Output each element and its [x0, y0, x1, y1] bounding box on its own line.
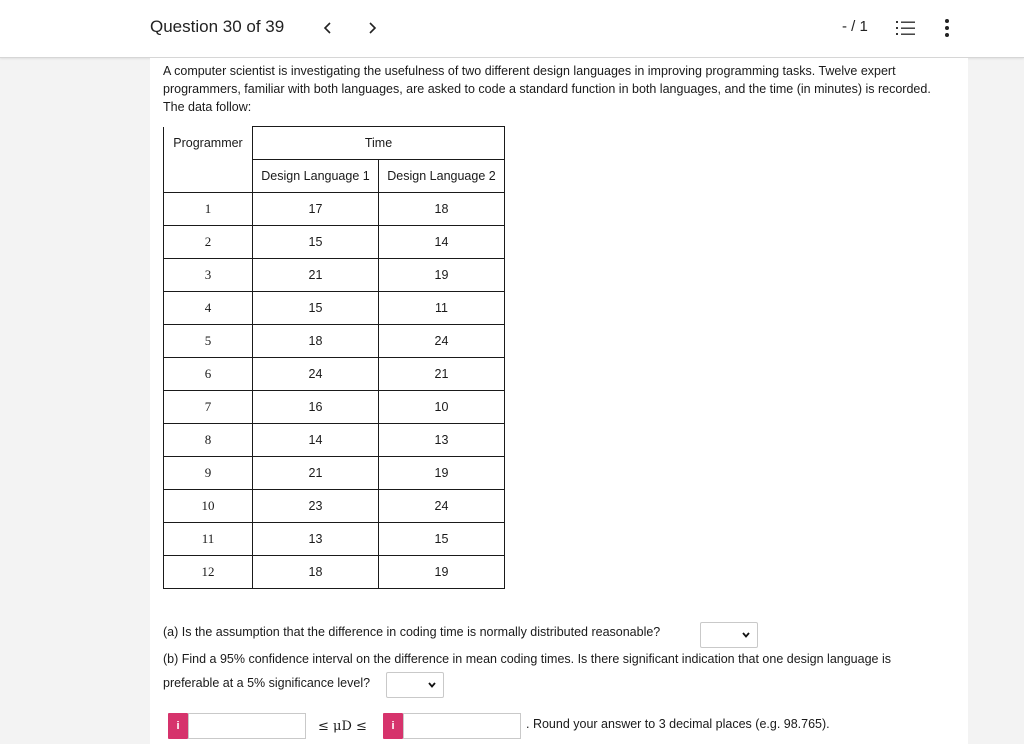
- table-body: [164, 193, 505, 589]
- cell-lang1: 18: [253, 556, 379, 589]
- cell-lang2: 14: [379, 226, 505, 259]
- more-options-button[interactable]: [938, 17, 956, 39]
- cell-lang1: 15: [253, 292, 379, 325]
- info-upper-button[interactable]: i: [383, 713, 403, 739]
- cell-lang1: 21: [253, 259, 379, 292]
- cell-lang1: 24: [253, 358, 379, 391]
- cell-programmer: 12: [164, 556, 253, 589]
- list-icon: [896, 19, 916, 37]
- cell-lang2: 13: [379, 424, 505, 457]
- question-list-button[interactable]: [896, 19, 916, 37]
- cell-lang2: 19: [379, 259, 505, 292]
- cell-lang1: 15: [253, 226, 379, 259]
- cell-programmer: 8: [164, 424, 253, 457]
- previous-question-button[interactable]: [316, 14, 340, 42]
- question-b-text-line2: preferable at a 5% significance level?: [163, 676, 371, 690]
- table-row: [164, 193, 505, 226]
- data-table: [163, 126, 505, 589]
- more-vertical-icon: [938, 17, 956, 39]
- table-row: [164, 556, 505, 589]
- cell-lang2: 18: [379, 193, 505, 226]
- table-row: [164, 358, 505, 391]
- cell-lang1: 16: [253, 391, 379, 424]
- chevron-down-icon: [427, 680, 437, 690]
- ci-upper-input[interactable]: [403, 713, 521, 739]
- cell-programmer: 6: [164, 358, 253, 391]
- cell-programmer: 7: [164, 391, 253, 424]
- cell-programmer: 4: [164, 292, 253, 325]
- chevron-right-icon: [367, 21, 377, 35]
- chevron-down-icon: [741, 630, 751, 640]
- col-header-lang2: Design Language 2: [379, 160, 505, 193]
- cell-lang1: 17: [253, 193, 379, 226]
- cell-lang2: 15: [379, 523, 505, 556]
- question-a-select[interactable]: [700, 622, 758, 648]
- table-group-header: Time: [253, 127, 505, 160]
- table-row: [164, 259, 505, 292]
- cell-programmer: 9: [164, 457, 253, 490]
- cell-lang2: 21: [379, 358, 505, 391]
- cell-programmer: 1: [164, 193, 253, 226]
- cell-programmer: 3: [164, 259, 253, 292]
- round-instruction: . Round your answer to 3 decimal places (e.g. 98.765).: [526, 717, 830, 731]
- table-row: [164, 226, 505, 259]
- cell-lang1: 23: [253, 490, 379, 523]
- question-b-text-line1: (b) Find a 95% confidence interval on the difference in mean coding times. Is there significant indication that one design language is: [163, 652, 891, 666]
- question-counter: Question 30 of 39: [150, 17, 285, 36]
- col-header-programmer-label: Programmer: [173, 135, 243, 150]
- cell-lang2: 10: [379, 391, 505, 424]
- chevron-left-icon: [323, 21, 333, 35]
- col-header-programmer: [164, 135, 253, 193]
- info-lower-button[interactable]: i: [168, 713, 188, 739]
- cell-lang1: 21: [253, 457, 379, 490]
- top-bar: [0, 0, 1024, 58]
- question-b-select[interactable]: [386, 672, 444, 698]
- table-row: [164, 523, 505, 556]
- cell-lang2: 11: [379, 292, 505, 325]
- table-row: [164, 325, 505, 358]
- table-row: [164, 457, 505, 490]
- ci-lower-input[interactable]: [188, 713, 306, 739]
- question-panel: [150, 58, 968, 744]
- cell-programmer: 11: [164, 523, 253, 556]
- ci-symbol-label: ≤ μD ≤: [318, 719, 367, 734]
- score-indicator: - / 1: [842, 18, 868, 35]
- cell-lang2: 19: [379, 556, 505, 589]
- cell-lang1: 14: [253, 424, 379, 457]
- cell-programmer: 10: [164, 490, 253, 523]
- cell-lang2: 19: [379, 457, 505, 490]
- cell-lang1: 18: [253, 325, 379, 358]
- cell-programmer: 5: [164, 325, 253, 358]
- cell-lang2: 24: [379, 490, 505, 523]
- question-a-text: (a) Is the assumption that the difference in coding time is normally distributed reasonable?: [163, 625, 661, 639]
- cell-programmer: 2: [164, 226, 253, 259]
- table-row: [164, 424, 505, 457]
- next-question-button[interactable]: [360, 14, 384, 42]
- col-header-lang1: Design Language 1: [253, 160, 379, 193]
- problem-intro: A computer scientist is investigating the usefulness of two different design languages in improving programming tasks. Twelve expert programmers, familiar with both languages, are asked to code a standard function in both languages, and the time (in minutes) is recorded. The data follow:: [163, 64, 931, 114]
- table-row: [164, 490, 505, 523]
- cell-lang1: 13: [253, 523, 379, 556]
- table-row: [164, 292, 505, 325]
- table-row: [164, 391, 505, 424]
- cell-lang2: 24: [379, 325, 505, 358]
